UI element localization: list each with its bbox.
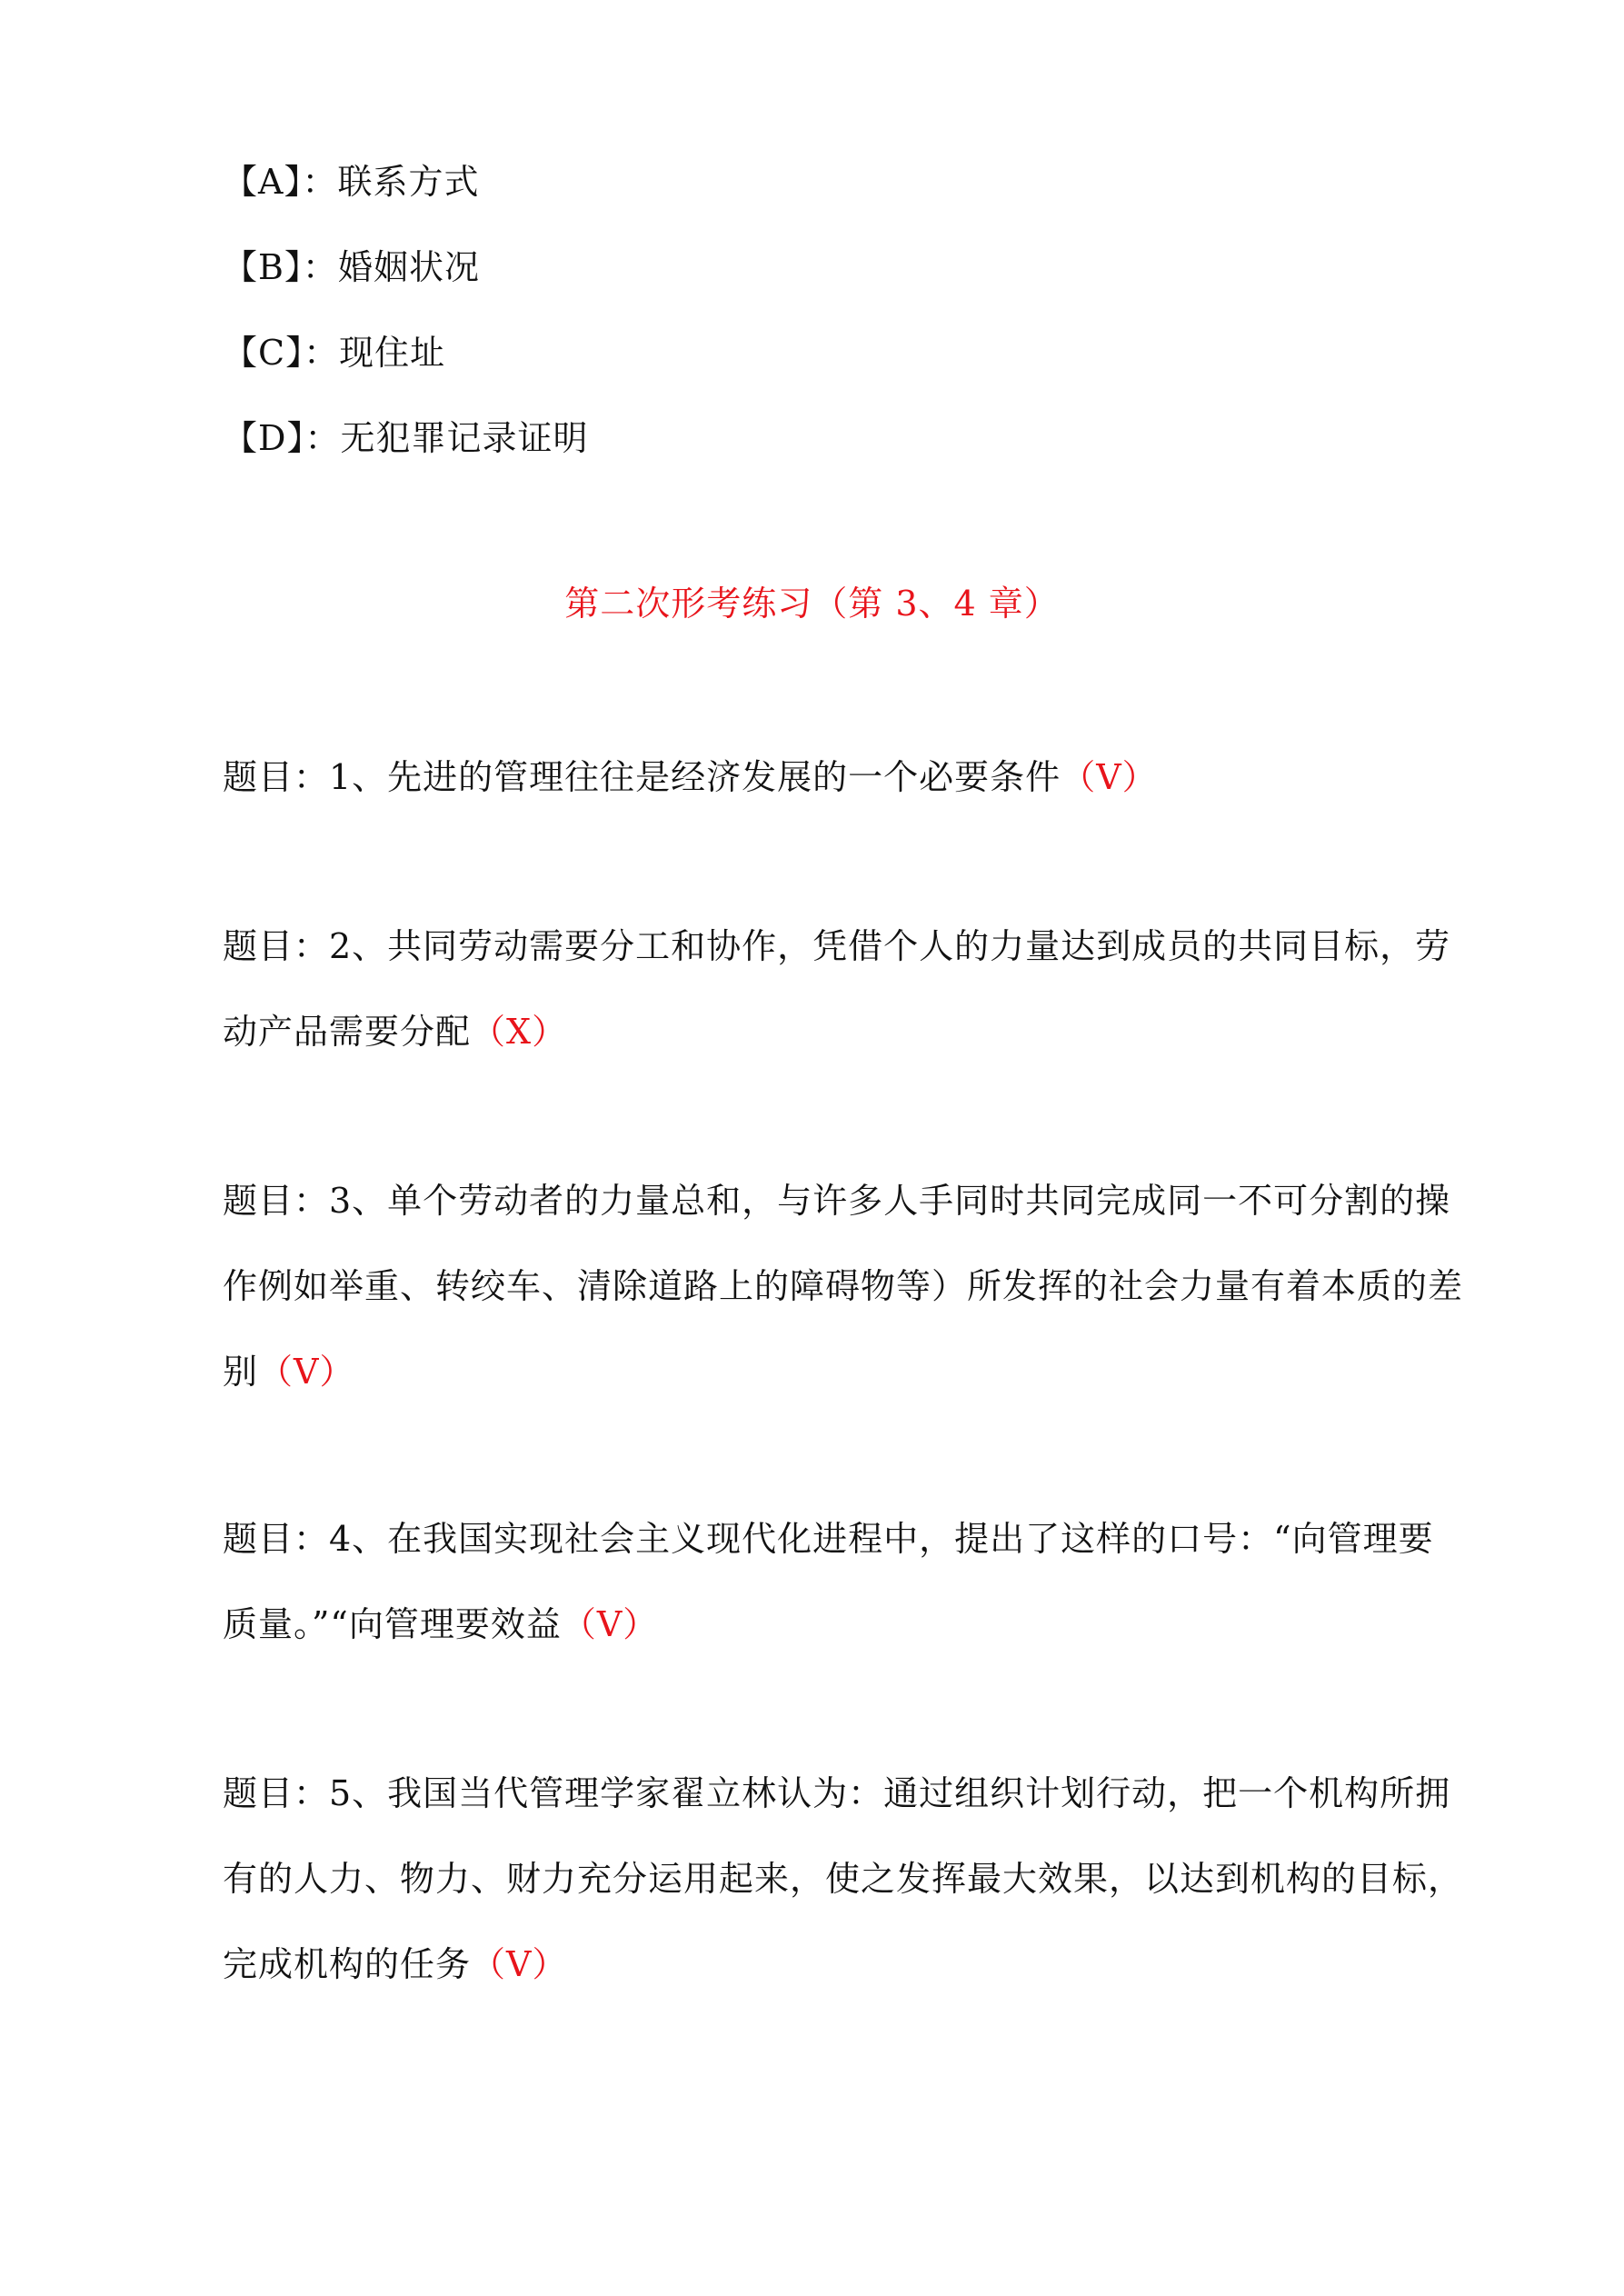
question-2-answer: （X） [471,1012,568,1052]
question-5-line-2: 有的人力、物力、财力充分运用起来，使之发挥最大效果，以达到机构的目标， [223,1859,1464,1899]
option-c [223,331,445,374]
question-4-answer: （V） [561,1604,659,1644]
question-5-text: 完成机构的任务 [223,1944,472,1984]
section-title: 第二次形考练习（第 3、4 章） [564,584,1060,624]
question-4 [223,1496,1513,1667]
option-c-text: 现住址 [339,333,446,373]
option-a-text: 联系方式 [337,162,480,202]
option-c-key: 【C】： [223,333,340,373]
option-d [223,416,588,460]
question-5-line-3 [223,1922,1513,2007]
option-b [223,245,480,289]
question-3 [223,1158,1513,1414]
question-3-line-3 [223,1329,1513,1414]
option-b-key: 【B】： [223,247,338,287]
option-b-text: 婚姻状况 [337,247,480,287]
question-1-line-1 [223,734,1513,820]
question-2-text: 动产品需要分配 [223,1012,472,1052]
option-d-text: 无犯罪记录证明 [340,418,589,458]
option-a [223,160,479,204]
question-5 [223,1751,1513,2007]
question-3-text: 别 [223,1352,259,1392]
question-5-answer: （V） [471,1944,568,1984]
question-4-line-2 [223,1582,1513,1667]
question-4-text: 质量。”“向管理要效益 [223,1604,562,1644]
question-2-line-2 [223,989,1513,1074]
option-d-key: 【D】： [223,418,341,458]
question-3-answer: （V） [258,1352,355,1392]
option-a-key: 【A】： [223,162,338,202]
question-5-line-1: 题目：5、我国当代管理学家翟立林认为：通过组织计划行动，把一个机构所拥 [223,1773,1451,1813]
question-2-line-1: 题目：2、共同劳动需要分工和协作，凭借个人的力量达到成员的共同目标，劳 [223,926,1451,966]
question-2 [223,903,1513,1074]
question-1-answer: （V） [1061,757,1158,797]
question-3-line-2: 作例如举重、转绞车、清除道路上的障碍物等）所发挥的社会力量有着本质的差 [223,1266,1464,1306]
question-1 [223,734,1513,820]
question-1-text: 题目：1、先进的管理往往是经济发展的一个必要条件 [223,757,1061,797]
question-3-line-1: 题目：3、单个劳动者的力量总和，与许多人手同时共同完成同一不可分割的操 [223,1181,1451,1221]
question-4-line-1: 题目：4、在我国实现社会主义现代化进程中，提出了这样的口号：“向管理要 [223,1519,1434,1559]
